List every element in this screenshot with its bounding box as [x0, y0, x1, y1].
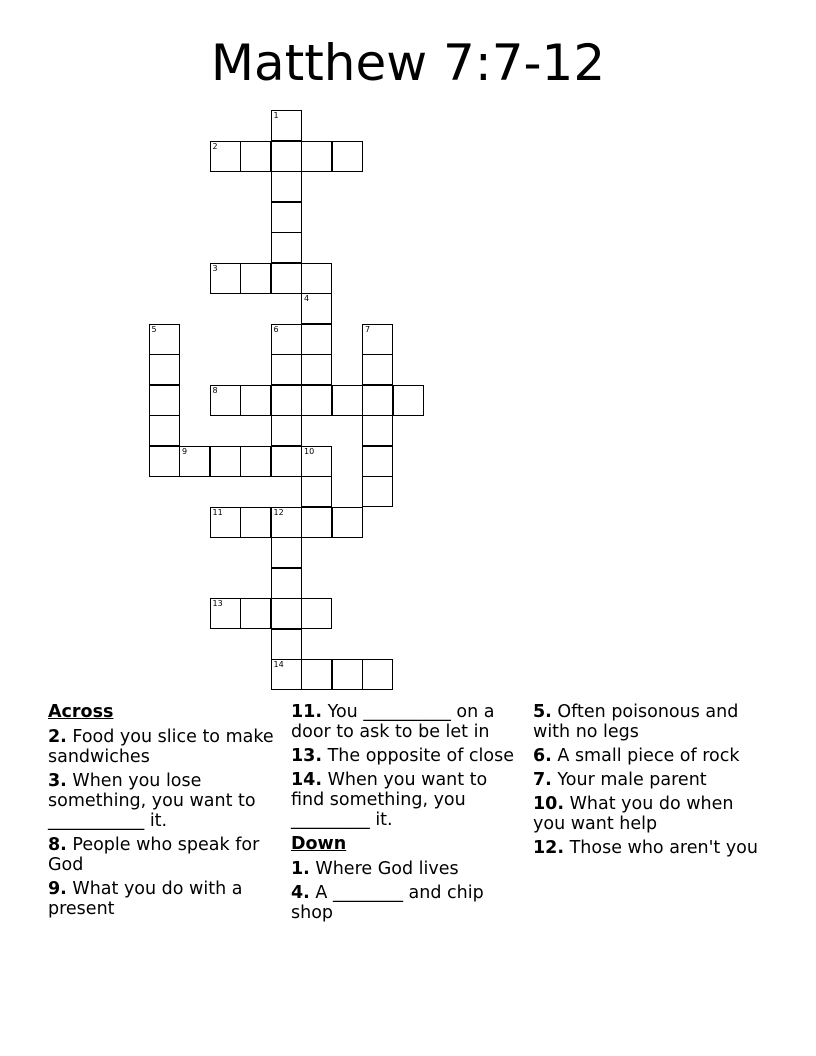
grid-cell-7[interactable]: [362, 324, 393, 355]
grid-cell[interactable]: [271, 141, 302, 172]
clue-number: 13.: [291, 746, 323, 766]
across-heading: Across: [48, 702, 114, 722]
clue-text: Where God lives: [315, 859, 459, 879]
clue-number: 10.: [533, 794, 565, 814]
grid-cell-8[interactable]: [210, 385, 241, 416]
grid-cell[interactable]: [149, 385, 180, 416]
grid-cell[interactable]: [271, 232, 302, 263]
grid-cell[interactable]: [271, 385, 302, 416]
grid-cell[interactable]: [271, 171, 302, 202]
cell-number: 6: [273, 324, 279, 334]
grid-cell-2[interactable]: [210, 141, 241, 172]
grid-cell[interactable]: [240, 598, 271, 629]
cell-number: 14: [273, 660, 284, 669]
grid-cell[interactable]: [271, 598, 302, 629]
grid-cell[interactable]: [271, 263, 302, 294]
grid-cell-4[interactable]: [301, 293, 332, 324]
clue-text: When you want to find something, you _________ it.: [291, 770, 488, 830]
clue-across-13: [291, 746, 526, 766]
grid-cell[interactable]: [240, 263, 271, 294]
clue-down-5: [533, 702, 768, 742]
clue-down-6: [533, 746, 768, 766]
clue-text: What you do with a present: [48, 879, 243, 919]
clue-across-14: [291, 770, 526, 830]
grid-cell[interactable]: [362, 446, 393, 477]
grid-cell[interactable]: [301, 385, 332, 416]
clue-number: 11.: [291, 702, 323, 722]
clue-text: A small piece of rock: [557, 746, 740, 766]
grid-cell[interactable]: [301, 598, 332, 629]
grid-cell-9[interactable]: [179, 446, 210, 477]
grid-cell[interactable]: [271, 446, 302, 477]
grid-cell[interactable]: [362, 476, 393, 507]
clues-column-3: [533, 702, 768, 862]
clue-text: The opposite of close: [327, 746, 515, 766]
clue-number: 2.: [48, 727, 67, 747]
clue-number: 9.: [48, 879, 67, 899]
clue-text: Often poisonous and with no legs: [533, 702, 739, 742]
grid-cell[interactable]: [271, 629, 302, 660]
grid-cell-5[interactable]: [149, 324, 180, 355]
down-heading: Down: [291, 834, 347, 854]
grid-cell[interactable]: [362, 659, 393, 690]
grid-cell[interactable]: [301, 354, 332, 385]
clue-across-11: [291, 702, 526, 742]
clue-down-4: [291, 883, 526, 923]
grid-cell[interactable]: [362, 415, 393, 446]
cell-number: 3: [212, 263, 218, 273]
grid-cell[interactable]: [362, 354, 393, 385]
grid-cell[interactable]: [301, 659, 332, 690]
grid-cell[interactable]: [332, 141, 363, 172]
clue-number: 7.: [533, 770, 552, 790]
clue-across-8: [48, 835, 280, 875]
page-title: Matthew 7:7-12: [210, 34, 606, 92]
grid-cell[interactable]: [271, 202, 302, 233]
cell-number: 4: [304, 294, 310, 303]
grid-cell[interactable]: [240, 507, 271, 538]
grid-cell[interactable]: [301, 263, 332, 294]
grid-cell[interactable]: [271, 537, 302, 568]
grid-cell-12[interactable]: [271, 507, 302, 538]
grid-cell-6[interactable]: [271, 324, 302, 355]
cell-number: 11: [212, 507, 223, 517]
grid-cell[interactable]: [271, 354, 302, 385]
clues-column-1: [48, 702, 280, 923]
clue-text: Your male parent: [557, 770, 707, 790]
grid-cell-10[interactable]: [301, 446, 332, 477]
grid-cell[interactable]: [332, 659, 363, 690]
clues-column-2: [291, 702, 526, 927]
clue-across-3: [48, 771, 280, 831]
clue-text: People who speak for God: [48, 835, 260, 875]
clue-across-9: [48, 879, 280, 919]
cell-number: 2: [212, 141, 218, 151]
clue-down-10: [533, 794, 768, 834]
grid-cell[interactable]: [149, 415, 180, 446]
grid-cell-1[interactable]: [271, 110, 302, 141]
grid-cell-13[interactable]: [210, 598, 241, 629]
clue-number: 12.: [533, 838, 565, 858]
clue-across-2: [48, 727, 280, 767]
cell-number: 5: [151, 324, 157, 334]
clue-number: 5.: [533, 702, 552, 722]
grid-cell[interactable]: [301, 476, 332, 507]
grid-cell[interactable]: [271, 415, 302, 446]
grid-cell[interactable]: [301, 141, 332, 172]
cell-number: 9: [182, 446, 188, 456]
grid-cell[interactable]: [393, 385, 424, 416]
clue-text: Those who aren't you: [569, 838, 758, 858]
cell-number: 13: [212, 599, 223, 608]
clue-number: 6.: [533, 746, 552, 766]
grid-cell[interactable]: [301, 507, 332, 538]
clue-text: A ________ and chip shop: [291, 883, 484, 923]
cell-number: 8: [212, 385, 218, 395]
grid-cell[interactable]: [332, 507, 363, 538]
clue-number: 3.: [48, 771, 67, 791]
clue-down-7: [533, 770, 768, 790]
clue-down-1: [291, 859, 526, 879]
cell-number: 1: [273, 111, 279, 120]
grid-cell[interactable]: [332, 385, 363, 416]
grid-cell[interactable]: [210, 446, 241, 477]
grid-cell-3[interactable]: [210, 263, 241, 294]
clue-text: Food you slice to make sandwiches: [48, 727, 274, 767]
grid-cell[interactable]: [240, 141, 271, 172]
clue-number: 1.: [291, 859, 310, 879]
grid-cell[interactable]: [271, 568, 302, 599]
clue-number: 8.: [48, 835, 67, 855]
grid-cell-14[interactable]: [271, 659, 302, 690]
grid-cell[interactable]: [149, 446, 180, 477]
grid-cell[interactable]: [149, 354, 180, 385]
cell-number: 12: [273, 507, 284, 517]
grid-cell[interactable]: [240, 446, 271, 477]
clue-number: 14.: [291, 770, 323, 790]
grid-cell[interactable]: [362, 385, 393, 416]
clue-number: 4.: [291, 883, 310, 903]
cell-number: 10: [304, 446, 315, 456]
clue-text: You __________ on a door to ask to be let in: [291, 702, 495, 742]
clue-text: When you lose something, you want to ___________ it.: [48, 771, 256, 831]
clue-text: What you do when you want help: [533, 794, 734, 834]
grid-cell-11[interactable]: [210, 507, 241, 538]
grid-cell[interactable]: [240, 385, 271, 416]
clue-down-12: [533, 838, 768, 858]
cell-number: 7: [365, 324, 371, 334]
grid-cell[interactable]: [301, 324, 332, 355]
